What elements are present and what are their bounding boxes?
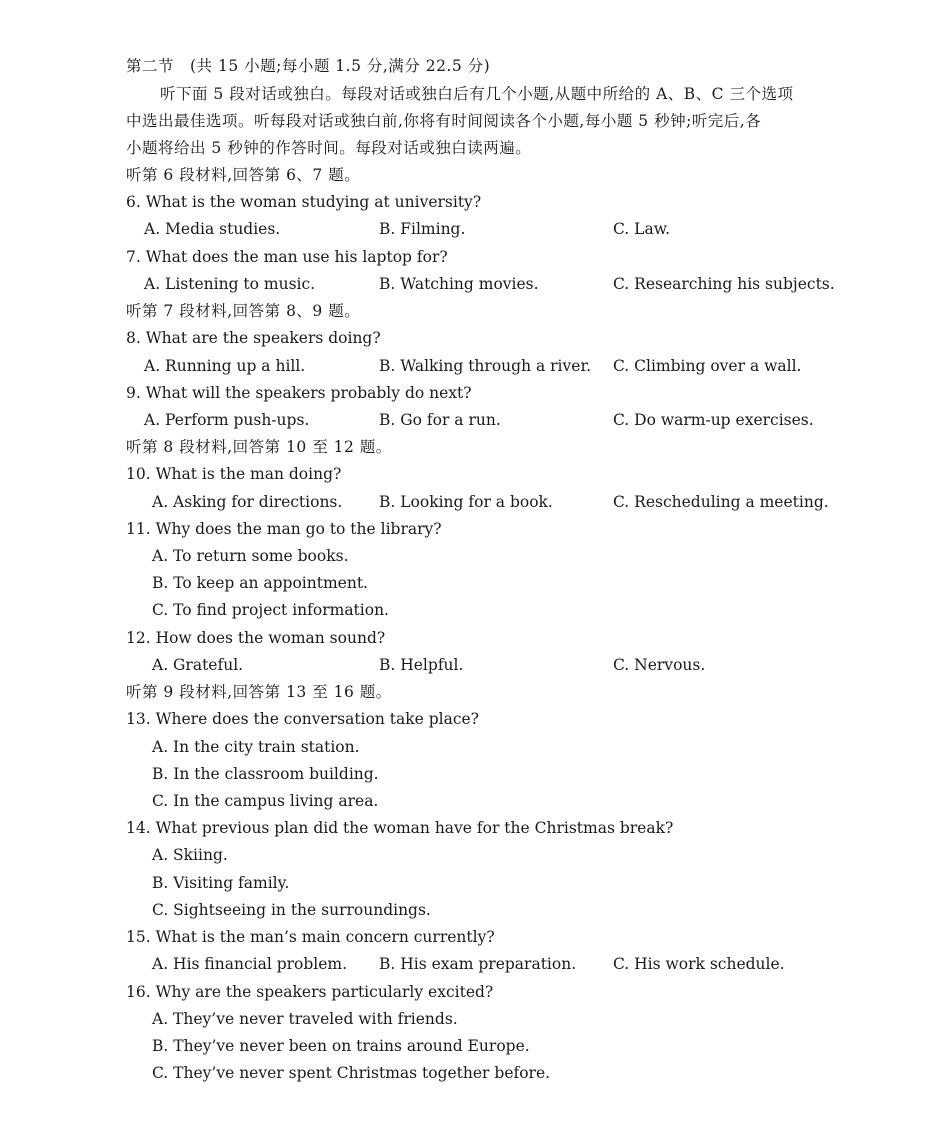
option-b: B. They’ve never been on trains around Europe. [152,1037,530,1055]
option-a: A. Listening to music. [144,275,316,293]
question-options [0,271,950,298]
option-c: C. Nervous. [613,656,706,674]
option-b: B. Looking for a book. [379,493,553,511]
option-b: B. Filming. [379,220,466,238]
option-a: A. His financial problem. [152,955,348,973]
option-a: A. Running up a hill. [144,357,306,375]
option-a: A. Media studies. [144,220,281,238]
option-b: B. Walking through a river. [379,357,592,375]
option-b: B. His exam preparation. [379,955,577,973]
question-stem: 12. How does the woman sound? [126,629,386,647]
question-options [0,353,950,380]
question-stem: 6. What is the woman studying at university? [126,193,482,211]
option-c: C. Researching his subjects. [613,275,835,293]
option-b: B. Helpful. [379,656,464,674]
question-options [0,652,950,679]
instruction-line-1: 听下面 5 段对话或独白。每段对话或独白后有几个小题,从题中所给的 A、B、C 三个选项 [160,85,794,103]
question-options [0,407,950,434]
option-b: B. To keep an appointment. [152,574,368,592]
option-a: A. Grateful. [152,656,244,674]
option-c: C. Climbing over a wall. [613,357,802,375]
option-row [0,788,950,815]
option-b: B. In the classroom building. [152,765,379,783]
question-stem: 15. What is the man’s main concern currently? [126,928,495,946]
option-c: C. To find project information. [152,601,389,619]
option-c: C. They’ve never spent Christmas together before. [152,1064,551,1082]
group-heading: 听第 9 段材料,回答第 13 至 16 题。 [126,683,392,701]
option-a: A. To return some books. [152,547,349,565]
question-stem: 14. What previous plan did the woman have for the Christmas break? [126,819,674,837]
question-stem: 7. What does the man use his laptop for? [126,248,448,266]
option-row [0,870,950,897]
option-a: A. Skiing. [152,846,228,864]
option-row [0,1033,950,1060]
instruction-line-2: 中选出最佳选项。听每段对话或独白前,你将有时间阅读各个小题,每小题 5 秒钟;听完后,各 [126,112,762,130]
question-options [0,951,950,978]
option-row [0,897,950,924]
question-stem: 11. Why does the man go to the library? [126,520,442,538]
question-stem: 10. What is the man doing? [126,465,342,483]
group-heading: 听第 8 段材料,回答第 10 至 12 题。 [126,438,392,456]
question-stem: 9. What will the speakers probably do next? [126,384,472,402]
option-row [0,734,950,761]
option-b: B. Go for a run. [379,411,501,429]
question-options [0,489,950,516]
group-heading: 听第 7 段材料,回答第 8、9 题。 [126,302,361,320]
option-row [0,597,950,624]
option-row [0,1060,950,1087]
instruction-line-3: 小题将给出 5 秒钟的作答时间。每段对话或独白读两遍。 [126,139,532,157]
question-options [0,216,950,243]
option-a: A. Asking for directions. [152,493,343,511]
option-row [0,842,950,869]
question-stem: 13. Where does the conversation take place? [126,710,479,728]
option-row [0,570,950,597]
option-a: A. They’ve never traveled with friends. [152,1010,458,1028]
question-stem: 16. Why are the speakers particularly excited? [126,983,494,1001]
option-c: C. Rescheduling a meeting. [613,493,829,511]
option-row [0,543,950,570]
option-a: A. Perform push-ups. [144,411,310,429]
option-b: B. Visiting family. [152,874,290,892]
option-c: C. Sightseeing in the surroundings. [152,901,431,919]
option-c: C. His work schedule. [613,955,785,973]
option-row [0,1006,950,1033]
option-c: C. Do warm-up exercises. [613,411,814,429]
option-c: C. Law. [613,220,671,238]
section-title: 第二节 (共 15 小题;每小题 1.5 分,满分 22.5 分) [126,57,491,75]
option-b: B. Watching movies. [379,275,539,293]
question-stem: 8. What are the speakers doing? [126,329,381,347]
option-row [0,761,950,788]
option-c: C. In the campus living area. [152,792,379,810]
option-a: A. In the city train station. [152,738,360,756]
group-heading: 听第 6 段材料,回答第 6、7 题。 [126,166,361,184]
